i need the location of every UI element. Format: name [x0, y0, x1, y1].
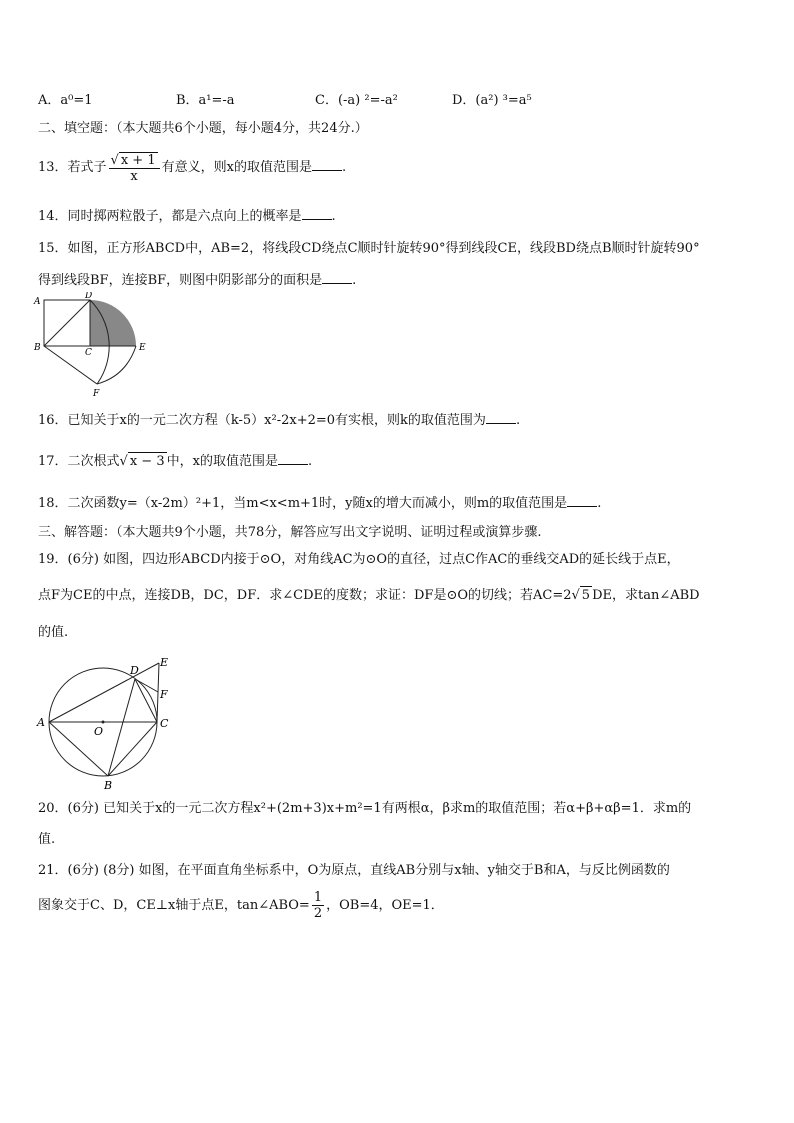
label-c: C: [160, 717, 169, 730]
question-17: 17．二次根式√ x − 3 中，x的取值范围是 .: [38, 454, 313, 469]
q21-fraction: [312, 890, 324, 921]
question-21-line2: [38, 888, 444, 924]
arc-ef: [97, 346, 136, 384]
label-o: O: [94, 725, 104, 738]
label-f: F: [93, 389, 100, 399]
question-15-line1: 15．如图，正方形ABCD中，AB=2，将线段CD绕点C顺时针旋转90°得到线段CE，线段BD绕点B顺时针旋转90°: [38, 241, 700, 256]
q19-line2-prefix: 点F为CE的中点，连接DB，DC，DF．求∠CDE的度数；求证：DF是⊙O的切线；若AC=2: [38, 588, 572, 603]
question-20-line1: 20．(6分) 已知关于x的一元二次方程x²+(2m+3)x+m²=1有两根α，β求m的取值范围；若α+β+αβ=1．求m的: [38, 801, 692, 816]
answer-blank: [486, 411, 516, 424]
label-a: A: [37, 716, 45, 729]
q17-suffix: 中，x的取值范围是: [166, 454, 278, 469]
label-d: D: [85, 292, 93, 301]
label-c: C: [85, 348, 92, 358]
question-13: 13．若式子 $\frac{√ x + 1}{x}$ 有意义，则x的取值范围是 .: [38, 152, 347, 184]
q21-line2-prefix: 图象交于C、D，CE⊥x轴于点E，tan∠ABO=: [38, 898, 310, 913]
q19-radicand: 5: [581, 588, 591, 603]
question-19-line1: 19．(6分) 如图，四边形ABCD内接于⊙O，对角线AC为⊙O的直径，过点C作AC的垂线交AD的延长线于点E，: [38, 552, 680, 567]
answer-blank: [322, 271, 352, 284]
label-d: D: [130, 664, 139, 677]
q15-figure: [30, 292, 160, 402]
q18-text: 18．二次函数y=（x-2m）²+1，当m<x<m+1时，y随x的增大而减小，则m的取值范围是: [38, 496, 568, 511]
question-15-line2: 得到线段BF，连接BF，则图中阴影部分的面积是 .: [38, 273, 357, 288]
question-16: 16．已知关于x的一元二次方程（k-5）x²-2x+2=0有实根，则k的取值范围为 .: [38, 413, 521, 428]
label-e: E: [160, 656, 169, 669]
label-f: F: [160, 688, 168, 701]
q15-line2-text: 得到线段BF，连接BF，则图中阴影部分的面积是: [38, 273, 323, 288]
option-b: B．a¹=-a: [176, 93, 235, 108]
line-ce: [157, 663, 159, 722]
q21-line2-suffix: ，OB=4，OE=1．: [326, 898, 444, 913]
line-ae: [49, 663, 159, 722]
q13-fraction: $\frac{√ x + 1}{x}$: [109, 152, 160, 184]
option-d: D．(a²) ³=a⁵: [452, 93, 532, 108]
label-b: B: [34, 343, 41, 353]
q21-frac-numerator: 1: [313, 890, 323, 905]
option-a: A．a⁰=1: [38, 93, 93, 108]
q13-radicand: x + 1: [120, 152, 156, 168]
q21-frac-denominator: 2: [313, 906, 323, 921]
question-21-line1: 21．(6分) (8分) 如图，在平面直角坐标系中，O为原点，直线AB分别与x轴、y轴交于B和A，与反比例函数的: [38, 863, 670, 878]
q17-radicand: x − 3: [129, 454, 165, 469]
question-14: 14．同时掷两粒骰子，都是六点向上的概率是 .: [38, 209, 336, 224]
q19-figure: [34, 652, 180, 794]
section-solve-heading: 三、解答题：（本大题共9个小题，共78分，解答应写出文字说明、证明过程或演算步骤.: [38, 525, 542, 540]
question-19-line3: 的值.: [38, 625, 69, 640]
q17-prefix: 17．二次根式: [38, 454, 120, 469]
label-e: E: [139, 343, 146, 353]
label-b: B: [104, 779, 113, 792]
option-c: C．(-a) ²=-a²: [315, 93, 398, 108]
question-19-line2: 点F为CE的中点，连接DB，DC，DF．求∠CDE的度数；求证：DF是⊙O的切线；若AC=2√ 5 DE，求tan∠ABD: [38, 588, 700, 603]
diagonal-bd: [44, 300, 90, 346]
shaded-cutout: [84, 300, 90, 346]
q14-text: 14．同时掷两粒骰子，都是六点向上的概率是: [38, 209, 302, 224]
question-18: 18．二次函数y=（x-2m）²+1，当m<x<m+1时，y随x的增大而减小，则m的取值范围是 .: [38, 496, 602, 511]
center-dot: [102, 721, 105, 724]
answer-blank: [278, 452, 308, 465]
q13-suffix: 有意义，则x的取值范围是: [161, 160, 312, 175]
answer-blank: [302, 207, 332, 220]
q19-line2-suffix: DE，求tan∠ABD: [592, 588, 700, 603]
label-a: A: [34, 297, 41, 307]
question-20-line2: 值.: [38, 832, 56, 847]
q13-prefix: 13．若式子: [38, 160, 107, 175]
answer-blank: [312, 158, 342, 171]
section-fill-in-heading: 二、填空题：（本大题共6个小题，每小题4分，共24分.）: [38, 121, 368, 136]
q13-denominator: x: [130, 168, 138, 184]
q16-text: 16．已知关于x的一元二次方程（k-5）x²-2x+2=0有实根，则k的取值范围为: [38, 413, 486, 428]
answer-blank: [567, 494, 597, 507]
shaded-region: [90, 300, 136, 346]
